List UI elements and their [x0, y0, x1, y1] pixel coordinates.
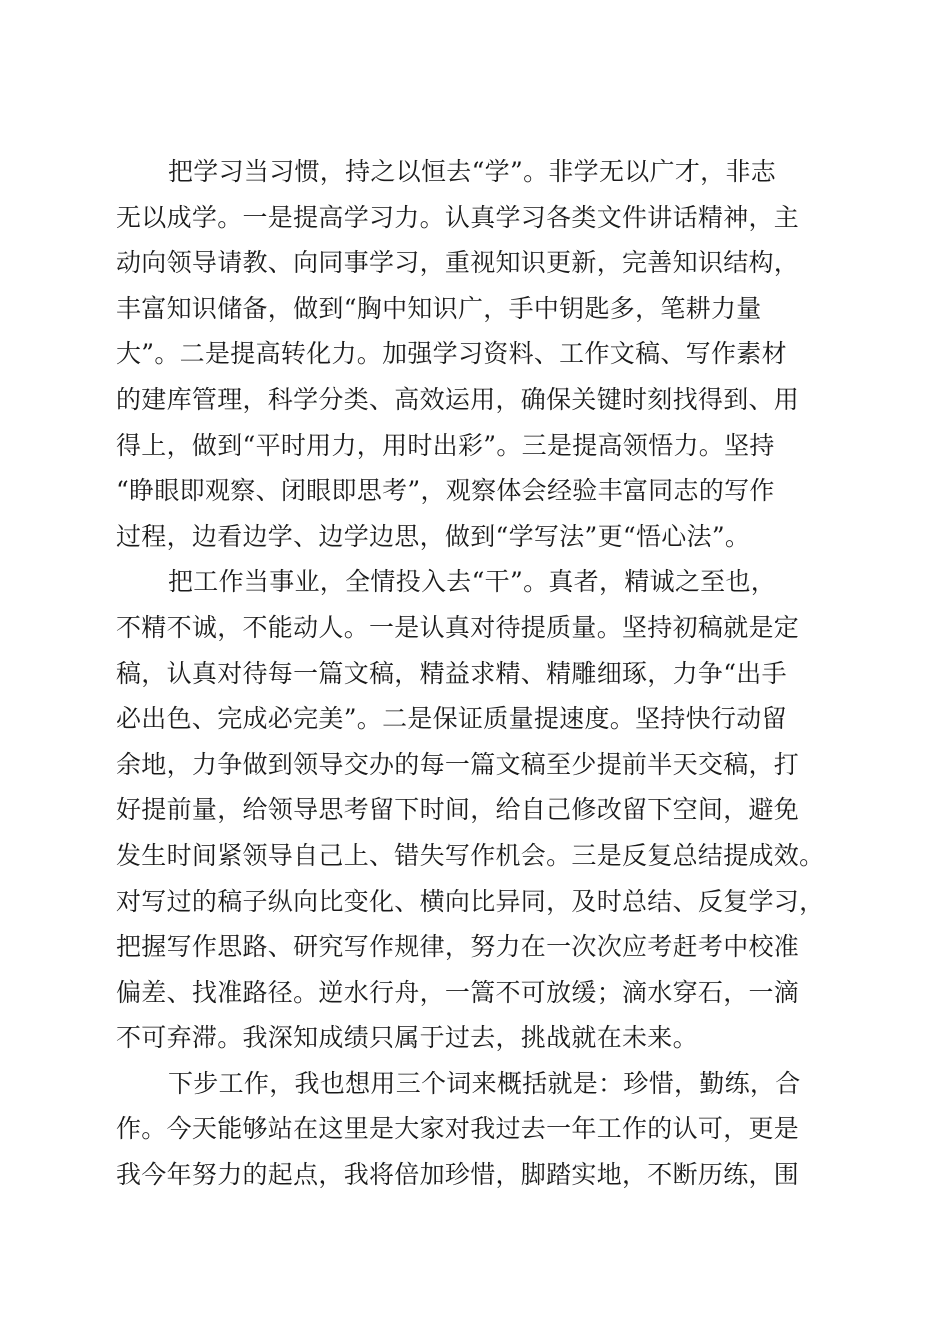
- text-line: 发生时间紧领导自己上、错失写作机会。三是反复总结提成效。: [116, 840, 825, 870]
- text-line: 作。今天能够站在这里是大家对我过去一年工作的认可，更是: [116, 1114, 800, 1144]
- text-line: 对写过的稿子纵向比变化、横向比异同，及时总结、反复学习，: [116, 886, 825, 916]
- text-line: 稿，认真对待每一篇文稿，精益求精、精雕细琢，力争“出手: [116, 658, 787, 688]
- document-body: [116, 149, 840, 1198]
- text-line: 动向领导请教、向同事学习，重视知识更新，完善知识结构，: [116, 248, 800, 278]
- text-line: 好提前量，给领导思考留下时间，给自己修改留下空间，避免: [116, 795, 800, 825]
- text-line: 过程，边看边学、边学边思，做到“学写法”更“悟心法”。: [116, 521, 751, 551]
- paragraph-work-career: [116, 559, 840, 1061]
- text-line: 下步工作，我也想用三个词来概括就是：珍惜，勤练，合: [168, 1068, 801, 1098]
- text-line: 不精不诚，不能动人。一是认真对待提质量。坚持初稿就是定: [116, 612, 800, 642]
- text-line: 我今年努力的起点，我将倍加珍惜，脚踏实地，不断历练，围: [116, 1160, 800, 1190]
- text-line: 丰富知识储备，做到“胸中知识广，手中钥匙多，笔耕力量: [116, 293, 762, 323]
- text-line: 的建库管理，科学分类、高效运用，确保关键时刻找得到、用: [116, 384, 800, 414]
- text-line: 必出色、完成必完美”。二是保证质量提速度。坚持快行动留: [116, 704, 787, 734]
- paragraph-study-habit: [116, 149, 840, 559]
- text-line: 余地，力争做到领导交办的每一篇文稿至少提前半天交稿，打: [116, 749, 800, 779]
- paragraph-next-steps: [116, 1061, 840, 1198]
- text-line: 把学习当习惯，持之以恒去“学”。非学无以广才，非志: [168, 157, 777, 186]
- text-line: 不可弃滞。我深知成绩只属于过去，挑战就在未来。: [116, 1023, 698, 1053]
- text-line: 无以成学。一是提高学习力。认真学习各类文件讲话精神，主: [116, 202, 800, 232]
- text-line: 偏差、找准路径。逆水行舟，一篙不可放缓；滴水穿石，一滴: [116, 977, 800, 1007]
- text-line: 把握写作思路、研究写作规律，努力在一次次应考赶考中校准: [116, 932, 800, 962]
- text-line: 把工作当事业，全情投入去“干”。真者，精诚之至也，: [168, 567, 777, 597]
- text-line: “睁眼即观察、闭眼即思考”，观察体会经验丰富同志的写作: [116, 476, 775, 506]
- text-line: 大”。二是提高转化力。加强学习资料、工作文稿、写作素材: [116, 339, 787, 369]
- text-line: 得上，做到“平时用力，用时出彩”。三是提高领悟力。坚持: [116, 430, 775, 460]
